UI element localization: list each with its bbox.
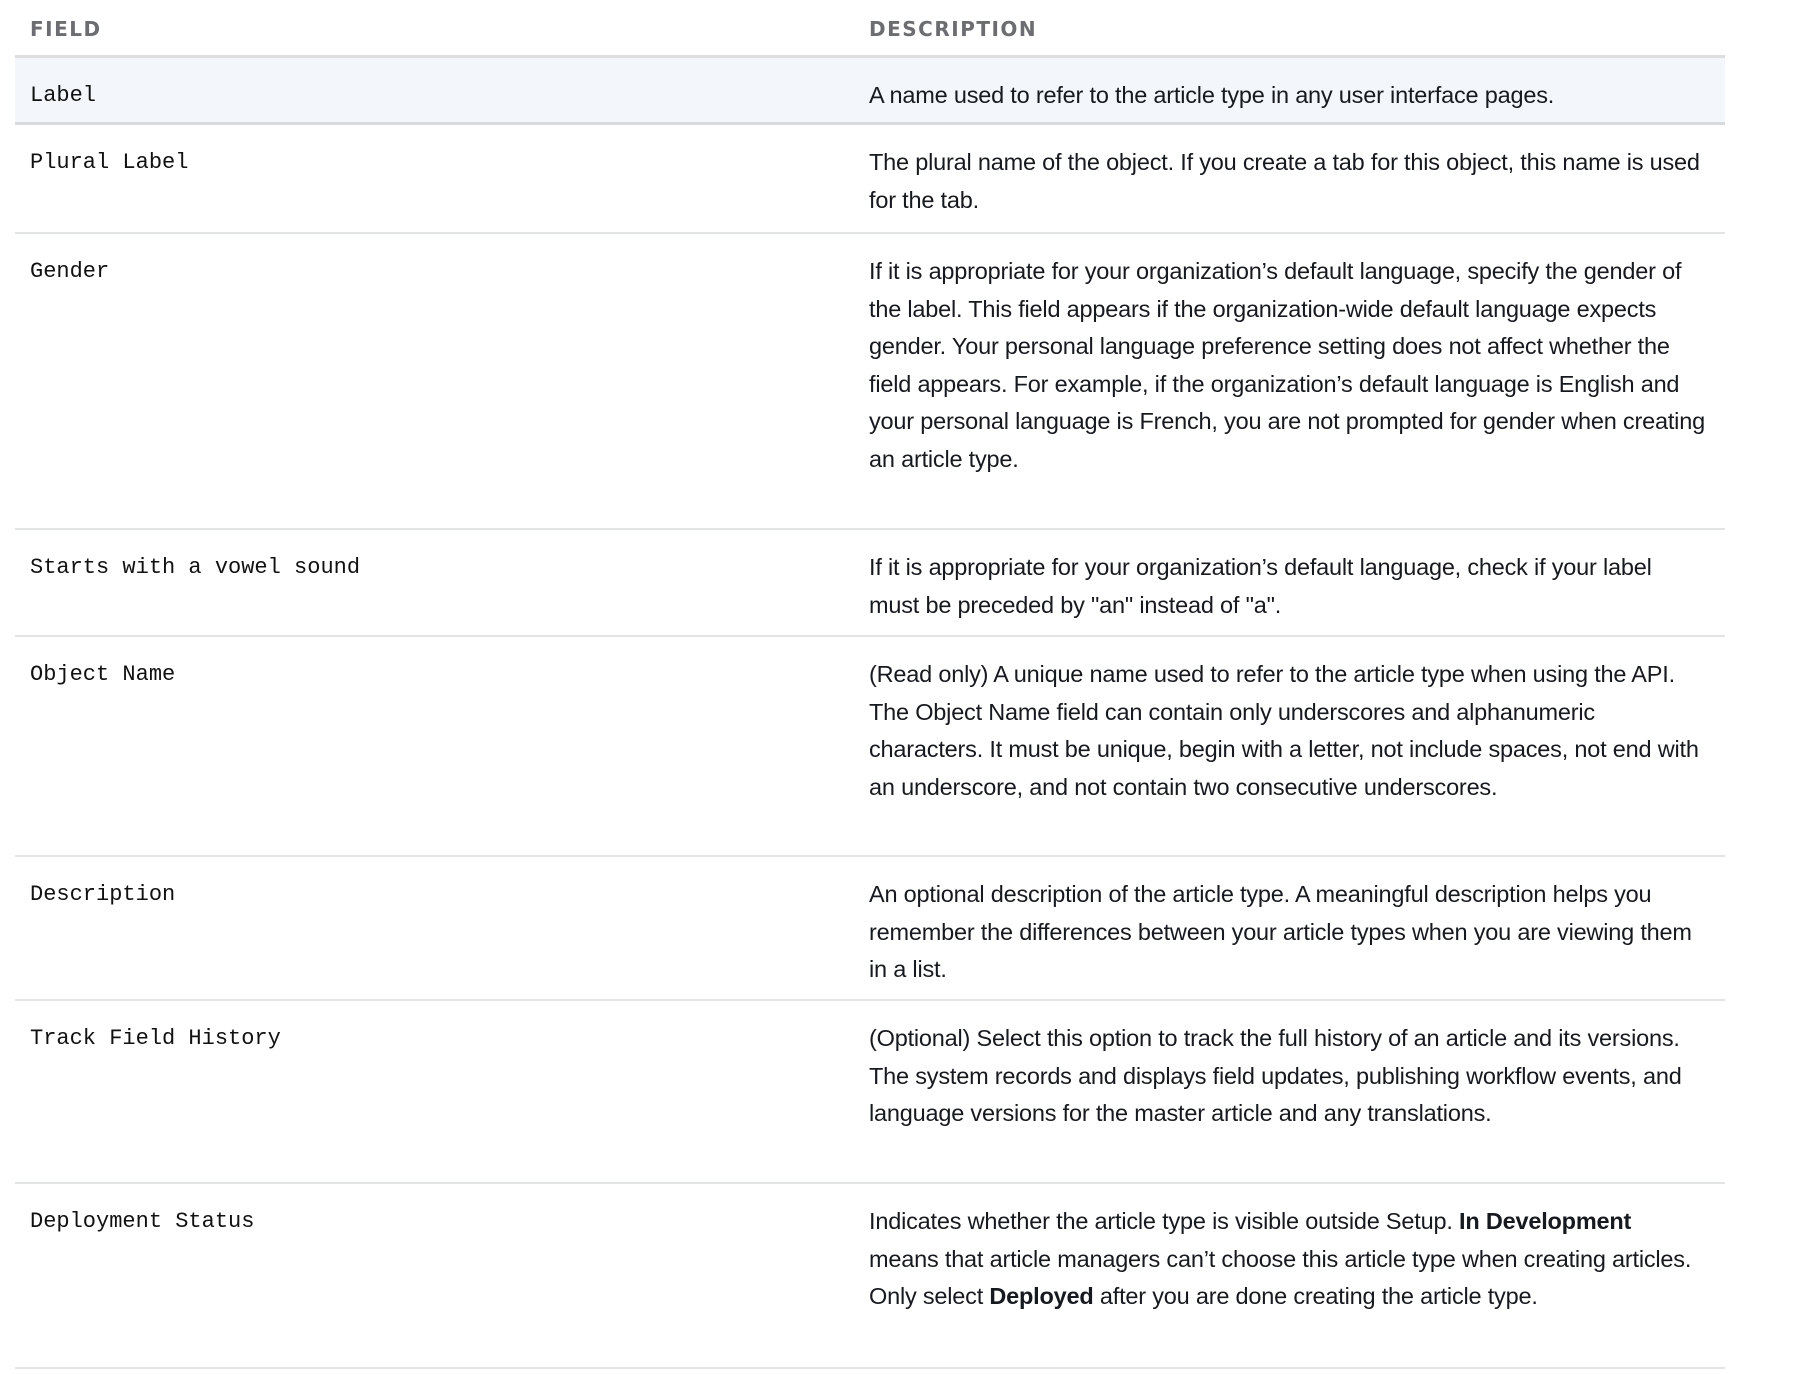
description-text: Indicates whether the article type is visible outside Setup. bbox=[869, 1208, 1459, 1234]
header-field: FIELD bbox=[30, 16, 102, 41]
field-description: If it is appropriate for your organization’s default language, check if your label must be preceded by "an" instead of "a". bbox=[869, 554, 1652, 618]
field-description: (Read only) A unique name used to refer to the article type when using the API. The Object Name field can contain only underscores and alphanumeric characters. It must be unique, begin with a letter, not include spaces, not end with an underscore, and not contain two consecutive underscores. bbox=[869, 661, 1699, 800]
table-row-plural-label bbox=[15, 125, 1725, 234]
description-text: means that article managers can’t choose this article type when creating articles. Only select bbox=[869, 1245, 1692, 1310]
table-row-label bbox=[15, 58, 1725, 125]
field-description: A name used to refer to the article type in any user interface pages. bbox=[869, 82, 1555, 108]
table-row-track-field-history bbox=[15, 1001, 1725, 1184]
description-text: after you are done creating the article type. bbox=[1093, 1283, 1538, 1310]
field-description: If it is appropriate for your organization’s default language, specify the gender of the label. This field appears if the organization-wide default language expects gender. Your personal language preference setting does not affect whether the field appears. For example, if the organization’s default language is English and your personal language is French, you are not prompted for gender when creating an article type. bbox=[869, 258, 1705, 472]
field-name: Object Name bbox=[30, 662, 176, 687]
table-row-vowel-sound bbox=[15, 530, 1725, 637]
field-name: Label bbox=[30, 83, 97, 108]
field-description: The plural name of the object. If you create a tab for this object, this name is used for the tab. bbox=[869, 149, 1700, 213]
field-name: Plural Label bbox=[30, 150, 189, 175]
table-row-deployment-status bbox=[15, 1184, 1725, 1369]
field-description bbox=[869, 1203, 1725, 1349]
table-header bbox=[15, 0, 1725, 58]
field-name: Description bbox=[30, 882, 176, 907]
description-bold-in-development: In Development bbox=[1459, 1208, 1632, 1234]
description-bold-deployed: Deployed bbox=[989, 1283, 1094, 1310]
fields-table bbox=[15, 0, 1725, 1369]
field-name: Deployment Status bbox=[30, 1209, 255, 1234]
header-description: DESCRIPTION bbox=[869, 16, 1038, 41]
field-name: Gender bbox=[30, 259, 110, 284]
field-name: Starts with a vowel sound bbox=[30, 555, 361, 580]
field-name: Track Field History bbox=[30, 1026, 281, 1051]
field-description: An optional description of the article type. A meaningful description helps you remember the differences between your article types when you are viewing them in a list. bbox=[869, 881, 1692, 983]
field-description: (Optional) Select this option to track the full history of an article and its versions. The system records and displays field updates, publishing workflow events, and language versions for the master article and any translations. bbox=[869, 1025, 1682, 1127]
table-row-description bbox=[15, 857, 1725, 1001]
table-row-gender bbox=[15, 234, 1725, 530]
table-row-object-name bbox=[15, 637, 1725, 857]
